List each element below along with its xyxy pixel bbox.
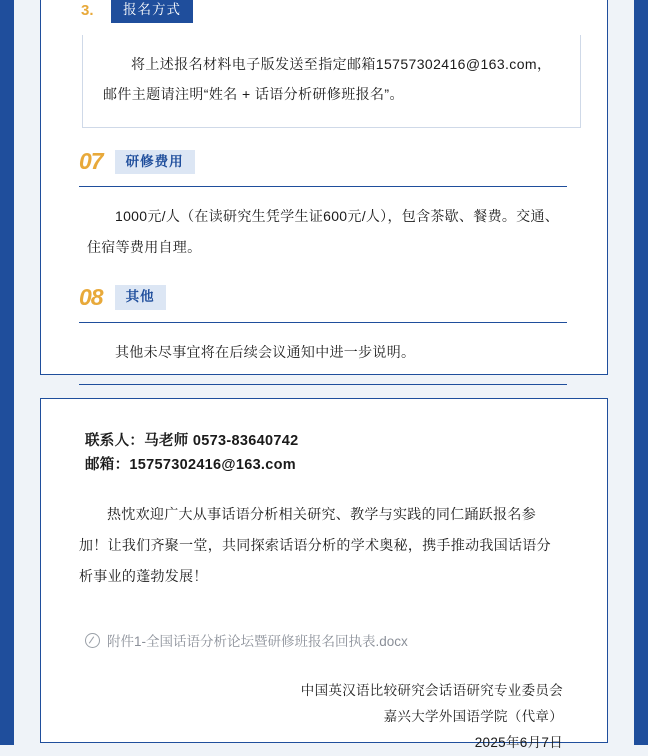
section-fees-body bbox=[79, 186, 567, 263]
bottom-contact-card bbox=[40, 398, 608, 750]
welcome-paragraph: 热忱欢迎广大从事话语分析相关研究、教学与实践的同仁踊跃报名参加！让我们齐聚一堂，共同探索话语分析的学术奥秘，携手推动我国话语分析事业的蓬勃发展！ bbox=[79, 506, 551, 584]
section-other-tag: 其他 bbox=[115, 285, 166, 310]
right-blue-rail bbox=[634, 0, 648, 745]
sub-item-tag: 报名方式 bbox=[111, 0, 193, 23]
signature-block bbox=[85, 678, 563, 756]
signature-date: 2025年6月7日 bbox=[474, 735, 563, 750]
section-other-text: 其他未尽事宜将在后续会议通知中进一步说明。 bbox=[115, 343, 416, 360]
section-other-body bbox=[79, 322, 567, 368]
bottom-divider bbox=[79, 384, 567, 385]
sub-item-header bbox=[81, 0, 581, 23]
contact-email: 邮箱：15757302416@163.com bbox=[85, 457, 296, 473]
section-other bbox=[79, 263, 567, 368]
sub-item-registration-method bbox=[81, 0, 581, 128]
section-fees-text: 1000元/人（在读研究生凭学生证600元/人），包含茶歇、餐费。交通、住宿等费用自理。 bbox=[87, 208, 560, 255]
section-other-number: 08 bbox=[79, 283, 103, 310]
contact-block bbox=[85, 429, 563, 477]
section-other-header bbox=[79, 285, 567, 310]
sub-item-box bbox=[82, 35, 581, 128]
signature-line-1: 中国英汉语比较研究会话语研究专业委员会 bbox=[300, 683, 563, 698]
section-fees-number: 07 bbox=[79, 148, 103, 175]
section-fees-tag: 研修费用 bbox=[115, 150, 195, 175]
contact-person: 联系人：马老师 0573-83640742 bbox=[85, 433, 299, 449]
paperclip-icon bbox=[85, 633, 100, 648]
left-blue-rail bbox=[0, 0, 14, 745]
signature-line-2: 嘉兴大学外国语学院（代章） bbox=[383, 709, 563, 724]
section-fees-header bbox=[79, 150, 567, 175]
attachment-filename: 附件1-全国话语分析论坛暨研修班报名回执表.docx bbox=[107, 634, 408, 649]
section-fees bbox=[79, 128, 567, 264]
top-content-card bbox=[40, 0, 608, 375]
sub-item-number: 3. bbox=[81, 1, 94, 19]
sub-item-paragraph: 将上述报名材料电子版发送至指定邮箱15757302416@163.com，邮件主题请注明“姓名 + 话语分析研修班报名”。 bbox=[103, 55, 552, 102]
attachment-link[interactable] bbox=[85, 630, 563, 650]
